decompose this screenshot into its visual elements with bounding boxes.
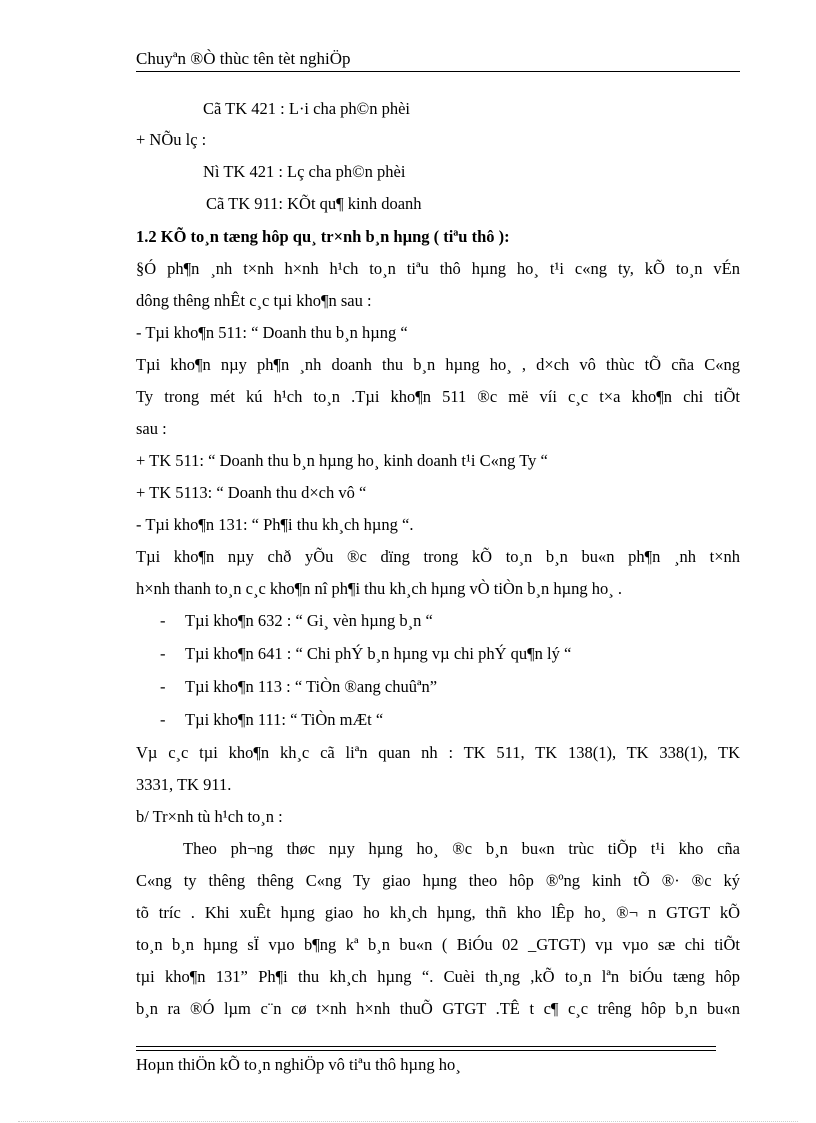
- text-line: C«ng ty thêng thêng C«ng Ty giao hµng theo hôp ®ºng kinh tÕ ®· ®c ký: [136, 871, 740, 890]
- list-bullet: -: [160, 710, 166, 729]
- text-line: - Tµi kho¶n 131: “ Ph¶i thu kh¸ch hµng “.: [136, 515, 414, 534]
- section-heading: 1.2 KÕ to¸n tæng hôp qu¸ tr×nh b¸n hµng ( tiªu thô ):: [136, 227, 510, 246]
- text-line: h×nh thanh to¸n c¸c kho¶n nî ph¶i thu kh¸ch hµng vÒ tiÒn b¸n hµng ho¸ .: [136, 579, 622, 598]
- text-line: - Tµi kho¶n 511: “ Doanh thu b¸n hµng “: [136, 323, 408, 342]
- text-line: Vµ c¸c tµi kho¶n kh¸c cã liªn quan nh : TK 511, TK 138(1), TK 338(1), TK: [136, 743, 740, 762]
- text-line: Nì TK 421 : Lç cha ph©n phèi: [203, 162, 406, 181]
- list-item: Tµi kho¶n 632 : “ Gi¸ vèn hµng b¸n “: [185, 611, 433, 630]
- text-line: Ty trong mét kú h¹ch to¸n .Tµi kho¶n 511 ®c më víi c¸c t×a kho¶n chi tiÕt: [136, 387, 740, 406]
- text-line: 3331, TK 911.: [136, 775, 232, 794]
- page-header: Chuyªn ®Ò thùc tên tèt nghiÖp: [136, 48, 740, 72]
- list-bullet: -: [160, 611, 166, 630]
- list-bullet: -: [160, 677, 166, 696]
- text-line: Tµi kho¶n nµy chð yÕu ®c dïng trong kÕ to¸n b¸n bu«n ph¶n ¸nh t×nh: [136, 547, 740, 566]
- footer-rule: [136, 1046, 716, 1047]
- page-footer: Hoµn thiÖn kÕ to¸n nghiÖp vô tiªu thô hµng ho¸: [136, 1055, 461, 1074]
- text-line: tµi kho¶n 131” Ph¶i thu kh¸ch hµng “. Cuèi th¸ng ,kÕ to¸n lªn biÓu tæng hôp: [136, 967, 740, 986]
- list-bullet: -: [160, 644, 166, 663]
- text-line: to¸n b¸n hµng sÏ vµo b¶ng kª b¸n bu«n ( BiÓu 02 _GTGT) vµ vµo sæ chi tiÕt: [136, 935, 740, 954]
- text-line: sau :: [136, 419, 167, 438]
- text-line: b/ Tr×nh tù h¹ch to¸n :: [136, 807, 283, 826]
- text-line: Cã TK 421 : L·i cha ph©n phèi: [203, 99, 410, 118]
- list-item: Tµi kho¶n 111: “ TiÒn mÆt “: [185, 710, 384, 729]
- text-line: Cã TK 911: KÕt qu¶ kinh doanh: [206, 194, 422, 213]
- text-line: Theo ph¬ng thøc nµy hµng ho¸ ®c b¸n bu«n trùc tiÕp t¹i kho cña: [183, 839, 740, 858]
- footer-rule: [136, 1050, 716, 1051]
- text-line: + NÕu lç :: [136, 130, 207, 149]
- page-edge-dots: [18, 1121, 798, 1122]
- text-line: tõ tríc . Khi xuÊt hµng giao ho kh¸ch hµng, thñ kho lÊp ho¸ ®¬ n GTGT kÕ: [136, 903, 740, 922]
- list-item: Tµi kho¶n 641 : “ Chi phÝ b¸n hµng vµ chi phÝ qu¶n lý “: [185, 644, 572, 663]
- text-line: + TK 511: “ Doanh thu b¸n hµng ho¸ kinh doanh t¹i C«ng Ty “: [136, 451, 548, 470]
- text-line: §Ó ph¶n ¸nh t×nh h×nh h¹ch to¸n tiªu thô hµng ho¸ t¹i c«ng ty, kÕ to¸n vÉn: [136, 259, 740, 278]
- text-line: + TK 5113: “ Doanh thu d×ch vô “: [136, 483, 367, 502]
- text-line: dông thêng nhÊt c¸c tµi kho¶n sau :: [136, 291, 372, 310]
- list-item: Tµi kho¶n 113 : “ TiÒn ®ang chuûªn”: [185, 677, 438, 696]
- text-line: b¸n ra ®Ó lµm c¨n cø t×nh h×nh thuÕ GTGT .TÊ t c¶ c¸c trêng hôp b¸n bu«n: [136, 999, 740, 1018]
- text-line: Tµi kho¶n nµy ph¶n ¸nh doanh thu b¸n hµng ho¸ , d×ch vô thùc tÕ cña C«ng: [136, 355, 740, 374]
